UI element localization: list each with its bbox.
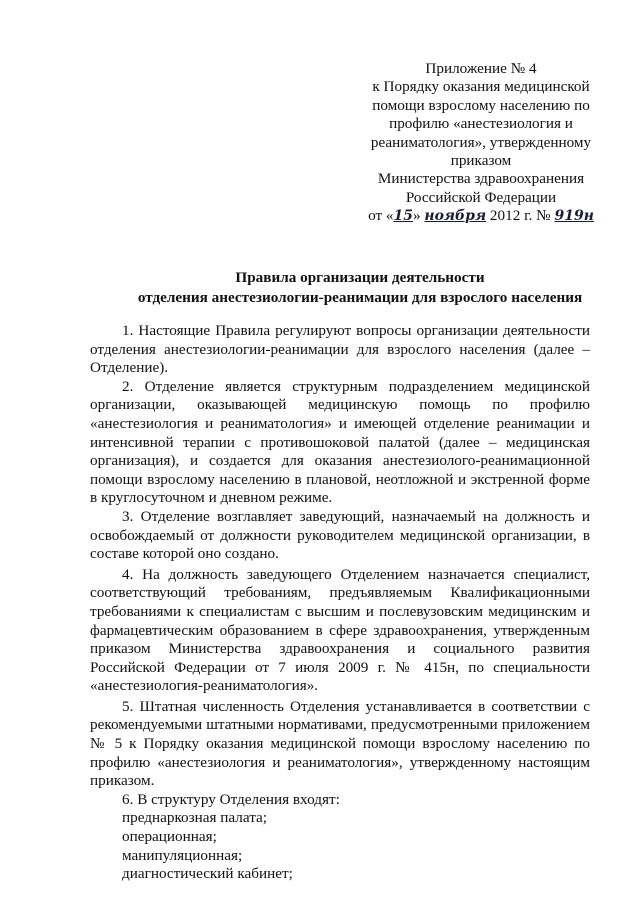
appendix-line: приказом <box>450 152 512 170</box>
list-item: манипуляционная; <box>122 846 243 864</box>
list-item: операционная; <box>122 828 217 846</box>
order-year: 2012 г. № <box>489 207 551 225</box>
paragraph-2: 2. Отделение является структурным подразделением медицинской организации, оказывающей медицинскую помощь по профилю «анестезиология и реаниматология» и имеющей отделение реанимации и интенсивной терапии с противошоковой палатой (далее – медицинская организация), и создается для оказания анестезиолого-реанимационной помощи взрослому населению в плановой, неотложной и экстренной форме в круглосуточном и дневном режиме. <box>90 377 590 507</box>
order-prefix: от « <box>368 207 394 225</box>
appendix-line: Российской Федерации <box>405 188 557 206</box>
paragraph-1: 1. Настоящие Правила регулируют вопросы организации деятельности отделения анестезиологии-реанимации для взрослого населения (далее – Отделение). <box>90 322 590 377</box>
paragraph-6: 6. В структуру Отделения входят: <box>122 790 340 808</box>
order-number: 919н <box>554 208 594 225</box>
list-item: диагностический кабинет; <box>122 865 293 883</box>
appendix-line: реаниматология», утвержденному <box>370 133 592 151</box>
paragraph-4: 4. На должность заведующего Отделением назначается специалист, соответствующий требованиям, предъявляемым Квалификационными требованиями к специалистам с высшим и послевузовским медицинским и фармацевтическим образованием в сфере здравоохранения, утвержденным приказом Министерства здравоохранения и социального развития Российской Федерации от 7 июля 2009 г. № 415н, по специальности «анестезиология-реаниматология». <box>90 565 590 695</box>
paragraph-3: 3. Отделение возглавляет заведующий, назначаемый на должность и освобождаемый от должности руководителем медицинской организации, в составе которой оно создано. <box>90 507 590 563</box>
appendix-line: помощи взрослому населению по <box>372 96 590 114</box>
appendix-line: Приложение № 4 <box>425 60 537 77</box>
appendix-line: к Порядку оказания медицинской <box>372 78 590 96</box>
document-title <box>90 268 630 308</box>
order-month: ноября <box>424 208 487 225</box>
list-item: преднаркозная палата; <box>122 809 268 827</box>
order-date-line <box>362 207 600 225</box>
paragraph-5: 5. Штатная численность Отделения устанавливается в соответствии с рекомендуемыми штатными нормативами, предусмотренными приложением № 5 к Порядку оказания медицинской помощи взрослому населению по профилю «анестезиология и реаниматология», утвержденному настоящим приказом. <box>90 697 590 790</box>
appendix-line: профилю «анестезиология и <box>389 115 573 133</box>
structure-list <box>90 809 590 883</box>
order-sep: » <box>412 207 421 225</box>
appendix-header <box>362 60 600 226</box>
document-body <box>90 322 590 884</box>
title-line-1: Правила организации деятельности <box>235 269 485 286</box>
title-line-2: отделения анестезиологии-реанимации для взрослого населения <box>137 289 583 306</box>
appendix-line: Министерства здравоохранения <box>377 170 585 188</box>
order-day: 15 <box>393 208 413 225</box>
